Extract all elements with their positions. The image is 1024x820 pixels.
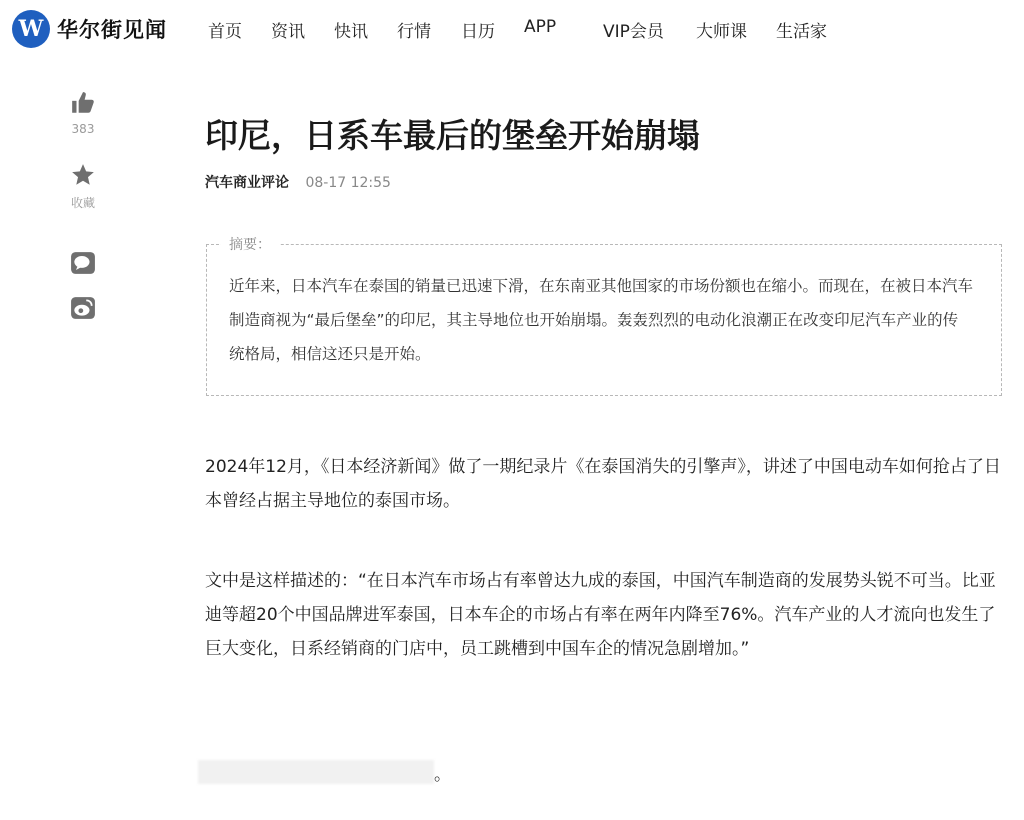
nav-item-markets[interactable]: 行情 [397,22,431,42]
trailing-punctuation: 。 [434,765,451,785]
nav-item-app[interactable]: APP [524,17,557,37]
like-button[interactable] [60,90,106,136]
site-logo[interactable] [12,10,167,48]
publish-time: 08-17 12:55 [305,175,391,191]
top-header [0,0,1024,60]
star-icon [70,162,96,188]
abstract-box [206,237,1002,396]
nav-item-home[interactable]: 首页 [208,22,242,42]
abstract-label: 摘要： [221,234,279,254]
article-paragraph: 文中是这样描述的：“在日本汽车市场占有率曾达九成的泰国，中国汽车制造商的发展势头锐不可当。比亚迪等超20个中国品牌进军泰国，日本车企的市场占有率在两年内降至76%。汽车产业的人才流向也发生了巨大变化，日系经销商的门店中，员工跳槽到中国车企的情况急剧增加。” [205,571,996,659]
weibo-share-button[interactable] [60,295,106,325]
thumbs-up-icon [70,90,96,116]
blurred-text-line [198,760,434,784]
nav-item-vip[interactable]: VIP会员 [603,22,664,42]
author-link[interactable]: 汽车商业评论 [205,175,289,191]
wechat-share-button[interactable] [60,250,106,280]
article-paragraph: 2024年12月，《日本经济新闻》做了一期纪录片《在泰国消失的引擎声》，讲述了中国电动车如何抢占了日本曾经占据主导地位的泰国市场。 [205,457,1001,511]
article-title: 印尼，日系车最后的堡垒开始崩塌 [205,116,700,155]
favorite-button[interactable] [60,162,106,211]
nav-item-news[interactable]: 资讯 [271,22,305,42]
favorite-label: 收藏 [70,196,95,210]
nav-item-flash[interactable]: 快讯 [334,22,368,42]
like-count: 383 [71,122,95,136]
abstract-text: 近年来，日本汽车在泰国的销量已迅速下滑，在东南亚其他国家的市场份额也在缩小。而现在，在被日本汽车制造商视为“最后堡垒”的印尼，其主导地位也开始崩塌。轰轰烈烈的电动化浪潮正在改变印尼汽车产业的传统格局，相信这还只是开始。 [229,277,974,363]
nav-item-calendar[interactable]: 日历 [461,22,495,42]
weibo-icon [70,295,96,321]
nav-item-lifestyle[interactable]: 生活家 [776,22,827,42]
logo-mark-icon: W [12,10,50,48]
wechat-icon [70,250,96,276]
nav-item-masterclass[interactable]: 大师课 [696,22,747,42]
logo-text: 华尔街见闻 [57,18,167,42]
article-meta [205,172,391,192]
